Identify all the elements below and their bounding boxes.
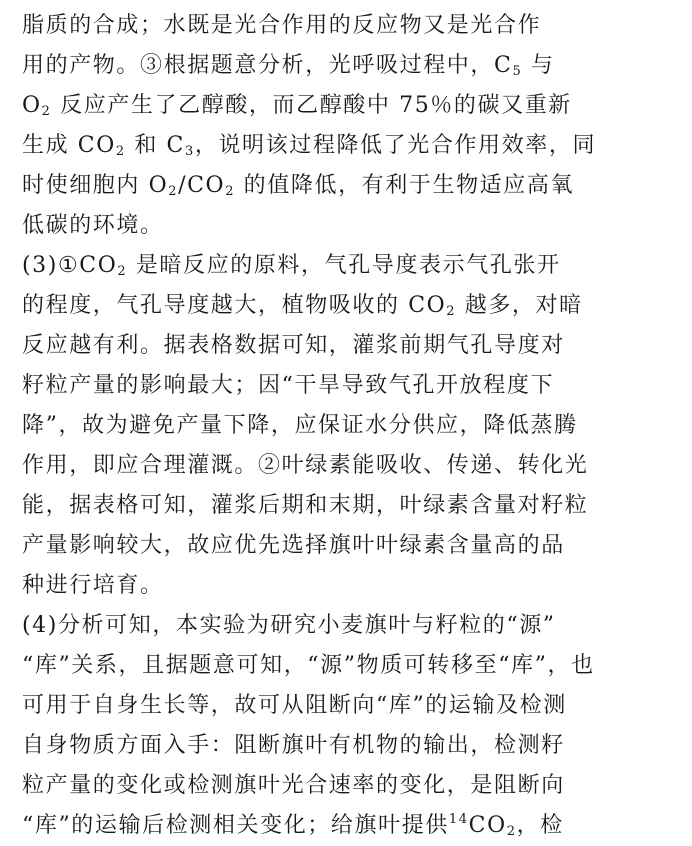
text-run: 自身物质方面入手：阻断旗叶有机物的输出，检测籽 — [22, 733, 565, 758]
text-line — [22, 6, 582, 46]
text-run: 反应越有利。据表格数据可知，灌浆前期气孔导度对 — [22, 333, 565, 358]
text-line — [22, 446, 589, 486]
text-run: CO — [468, 813, 507, 838]
superscript: 14 — [448, 812, 469, 827]
text-line — [22, 766, 582, 806]
text-line — [22, 206, 582, 246]
text-line — [22, 566, 582, 606]
text-line — [22, 286, 582, 326]
subscript: 2 — [506, 824, 517, 839]
text-line — [22, 126, 597, 166]
text-line — [22, 366, 582, 406]
text-line — [22, 46, 582, 86]
text-line — [22, 646, 595, 686]
text-line — [22, 326, 582, 366]
text-line — [22, 806, 582, 846]
text-run: 与 — [522, 53, 555, 78]
subscript: 3 — [184, 144, 195, 159]
text-run: 的程度，气孔导度越大，植物吸收的 CO — [22, 293, 447, 318]
text-run: 可用于自身生长等，故可从阻断向“库”的运输及检测 — [22, 693, 567, 718]
subscript: 2 — [117, 264, 128, 279]
text-run: 籽粒产量的影响最大；因“干旱导致气孔开放程度下 — [22, 373, 555, 398]
subscript: 2 — [446, 304, 457, 319]
text-run: 的值降低，有利于生物适应高氧 — [235, 173, 575, 198]
document-page — [22, 6, 597, 846]
text-run: ，说明该过程降低了光合作用效率，同 — [194, 133, 597, 158]
text-line — [22, 406, 582, 446]
text-run: 用的产物。③根据题意分析，光呼吸过程中，C — [22, 53, 513, 78]
text-run: 是暗反应的原料，气孔导度表示气孔张开 — [127, 253, 561, 278]
text-run: /CO — [178, 173, 226, 198]
text-run: 反应产生了乙醇酸，而乙醇酸中 75％的碳又重新 — [51, 93, 572, 118]
subscript: 2 — [41, 104, 52, 119]
text-run: “库”关系，且据题意可知，“源”物质可转移至“库”，也 — [22, 653, 595, 678]
text-run: 时使细胞内 O — [22, 173, 169, 198]
text-run: 产量影响较大，故应优先选择旗叶叶绿素含量高的品 — [22, 533, 565, 558]
text-run: (3)①CO — [22, 253, 118, 278]
text-run: 能，据表格可知，灌浆后期和末期，叶绿素含量对籽粒 — [22, 493, 589, 518]
text-line — [22, 686, 582, 726]
text-run: 脂质的合成；水既是光合作用的反应物又是光合作 — [22, 13, 542, 38]
subscript: 2 — [168, 184, 179, 199]
text-run: 和 C — [125, 133, 185, 158]
text-run: “库”的运输后检测相关变化；给旗叶提供 — [22, 813, 449, 838]
text-line — [22, 86, 582, 126]
subscript: 5 — [512, 64, 523, 79]
text-run: 作用，即应合理灌溉。②叶绿素能吸收、传递、转化光 — [22, 453, 589, 478]
text-run: ，检 — [516, 813, 564, 838]
text-run: 降”，故为避免产量下降，应保证水分供应，降低蒸腾 — [22, 413, 578, 438]
subscript: 2 — [225, 184, 236, 199]
text-run: 种进行培育。 — [22, 573, 164, 598]
text-run: O — [22, 93, 42, 118]
subscript: 2 — [115, 144, 126, 159]
text-run: 越多，对暗 — [456, 293, 583, 318]
text-line — [22, 606, 582, 646]
text-run: 生成 CO — [22, 133, 116, 158]
text-line — [22, 166, 582, 206]
text-line — [22, 726, 582, 766]
text-line — [22, 526, 582, 566]
text-line — [22, 486, 589, 526]
text-line — [22, 246, 582, 286]
text-run: (4)分析可知，本实验为研究小麦旗叶与籽粒的“源” — [22, 613, 556, 638]
text-run: 低碳的环境。 — [22, 213, 164, 238]
text-run: 粒产量的变化或检测旗叶光合速率的变化，是阻断向 — [22, 773, 565, 798]
